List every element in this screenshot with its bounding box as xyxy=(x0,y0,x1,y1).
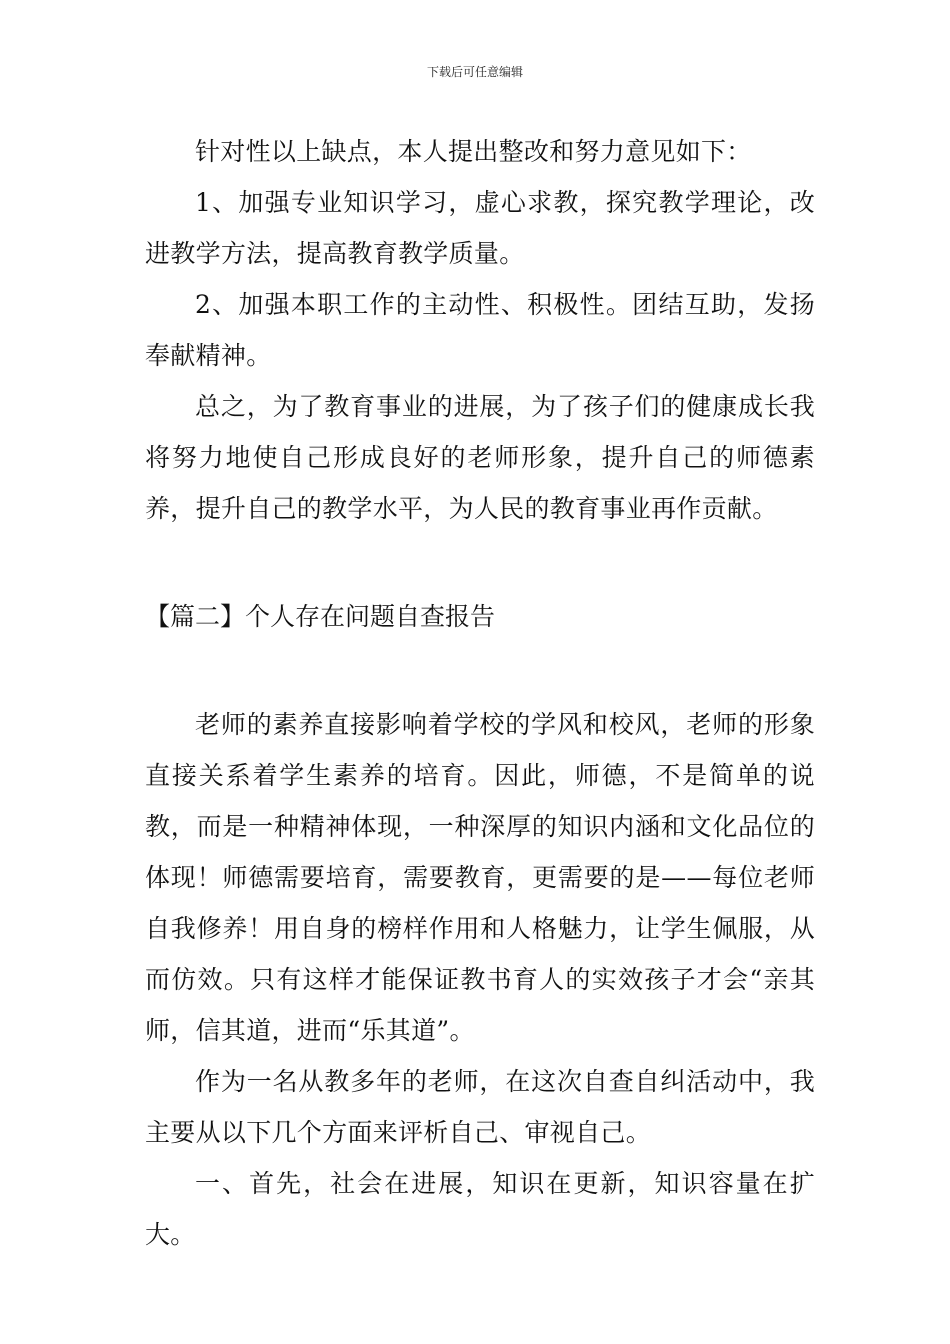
paragraph: 老师的素养直接影响着学校的学风和校风，老师的形象直接关系着学生素养的培育。因此，师德，不是简单的说教，而是一种精神体现，一种深厚的知识内涵和文化品位的体现！师德需要培育，需要教育，更需要的是——每位老师自我修养！用自身的榜样作用和人格魅力，让学生佩服，从而仿效。只有这样才能保证教书育人的实效孩子才会“亲其师，信其道，进而“乐其道”。 xyxy=(145,710,815,1045)
section-gap xyxy=(145,534,815,591)
page-header: 下载后可任意编辑 xyxy=(426,65,523,79)
section-gap xyxy=(145,642,815,699)
paragraph: 2、加强本职工作的主动性、积极性。团结互助，发扬奉献精神。 xyxy=(145,290,815,370)
paragraph: 1、加强专业知识学习，虚心求教，探究教学理论，改进教学方法，提高教育教学质量。 xyxy=(145,188,815,268)
paragraph: 一、首先，社会在进展，知识在更新，知识容量在扩大。 xyxy=(145,1169,815,1249)
paragraph: 总之，为了教育事业的进展，为了孩子们的健康成长我将努力地使自己形成良好的老师形象，提升自己的师德素养，提升自己的教学水平，为人民的教育事业再作贡献。 xyxy=(145,392,815,523)
document-body xyxy=(145,126,815,1260)
section-heading: 【篇二】个人存在问题自查报告 xyxy=(145,602,496,631)
paragraph: 作为一名从教多年的老师，在这次自查自纠活动中，我主要从以下几个方面来评析自己、审视自己。 xyxy=(145,1067,815,1147)
paragraph: 针对性以上缺点，本人提出整改和努力意见如下： xyxy=(195,137,752,166)
